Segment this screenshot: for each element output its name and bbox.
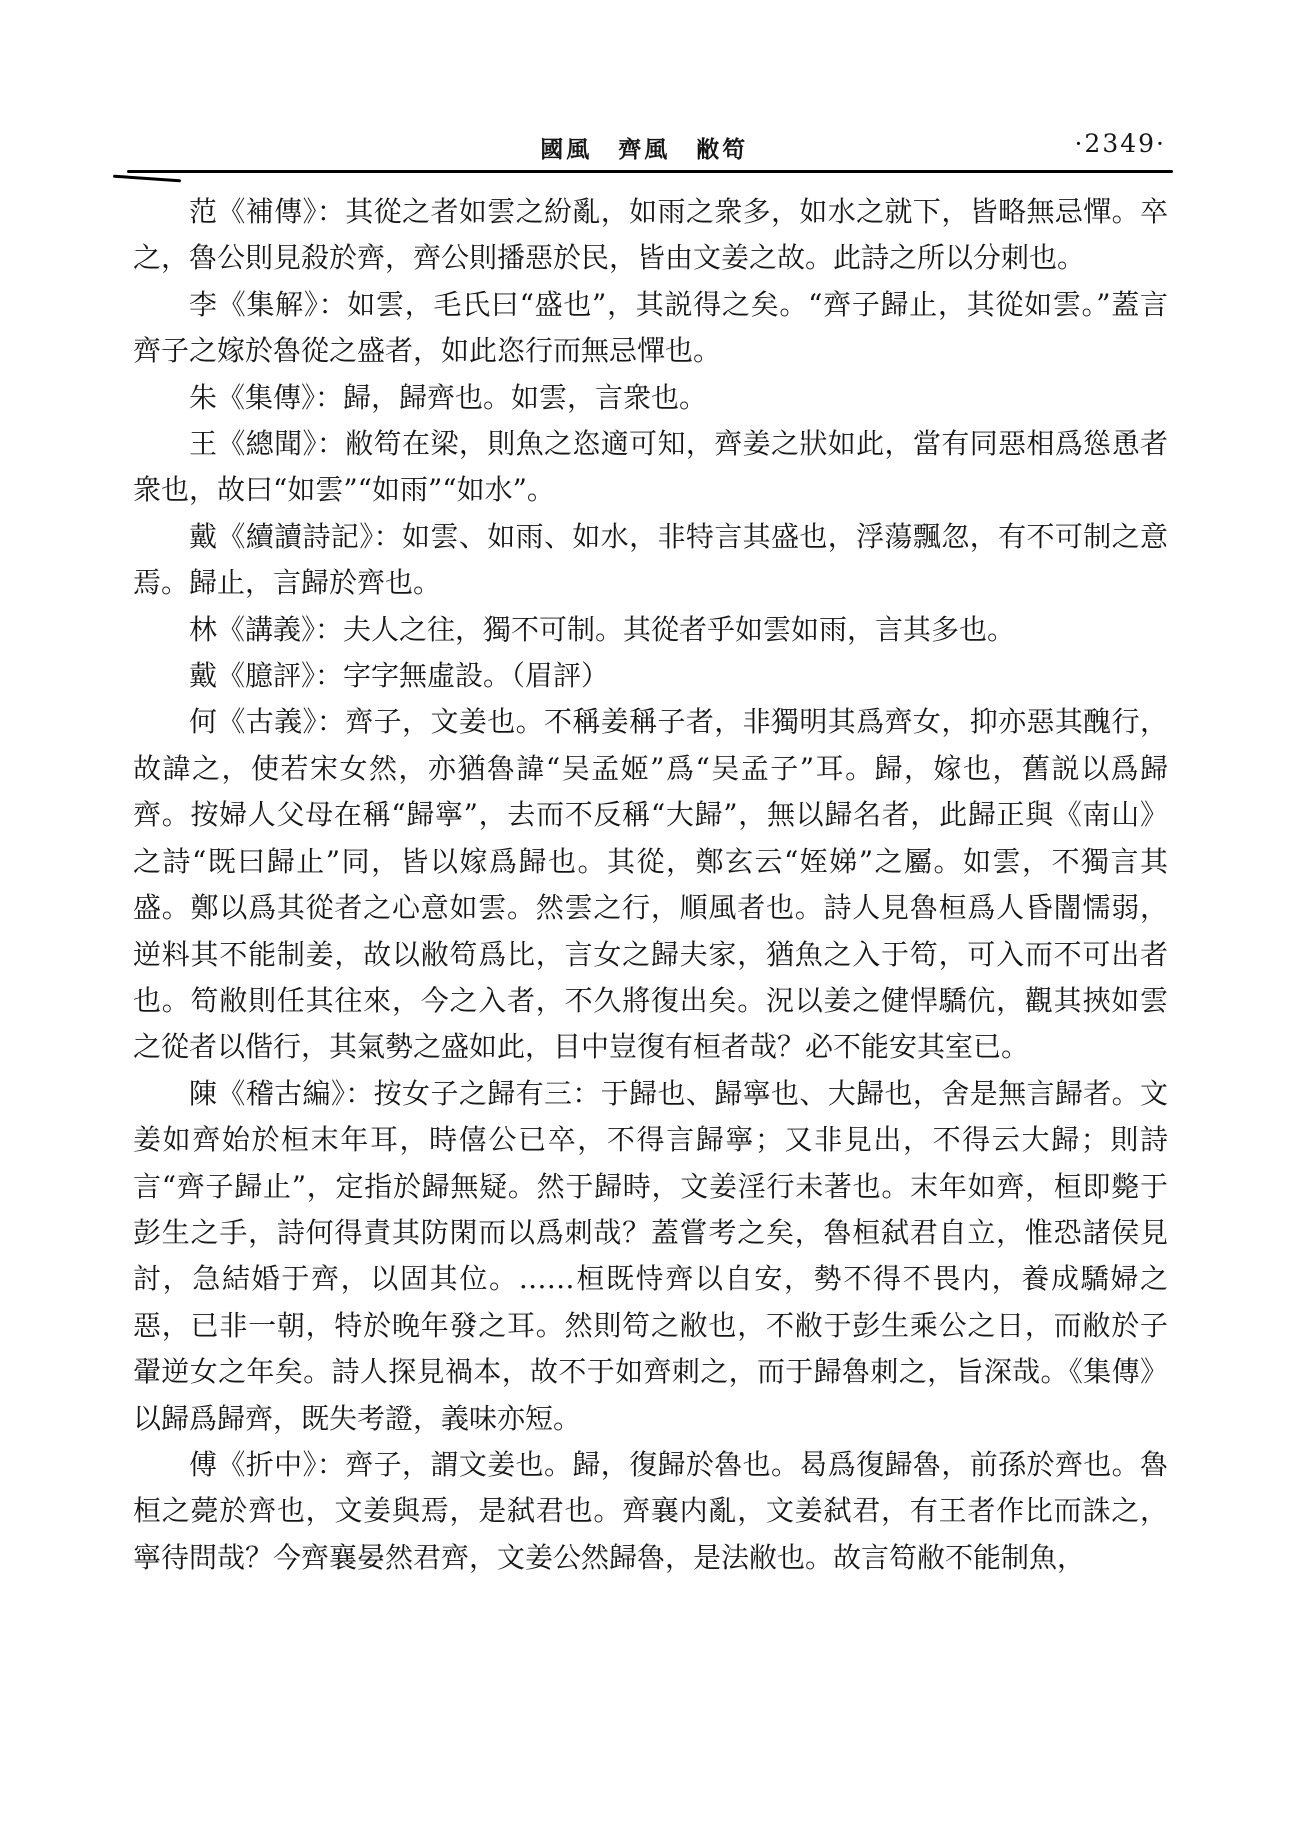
paragraph: 范《補傳》：其從之者如雲之紛亂，如雨之衆多，如水之就下，皆略無忌憚。卒之，魯公則見殺於齊，齊公則播惡於民，皆由文姜之故。此詩之所以分刺也。 <box>133 195 1168 275</box>
page-header <box>133 129 1168 165</box>
paragraph: 林《講義》：夫人之往，獨不可制。其從者乎如雲如雨，言其多也。 <box>189 612 1016 646</box>
header-divider <box>127 170 1173 173</box>
paragraph: 陳《稽古編》：按女子之歸有三：于歸也、歸寧也、大歸也，舍是無言歸者。文姜如齊始於桓末年耳，時僖公已卒，不得言歸寧；又非見出，不得云大歸；則詩言“齊子歸止”，定指於歸無疑。然于歸時，文姜淫行未著也。末年如齊，桓即斃于彭生之手，詩何得責其防閑而以爲刺哉？蓋嘗考之矣，魯桓弑君自立，惟恐諸侯見討，急結婚于齊，以固其位。……桓既恃齊以自安，勢不得不畏内，養成驕婦之惡，已非一朝，特於晚年發之耳。然則笱之敝也，不敝于彭生乘公之日，而敝於子翬逆女之年矣。詩人探見禍本，故不于如齊刺之，而于歸魯刺之，旨深哉。《集傳》以歸爲歸齊，既失考證，義味亦短。 <box>133 1076 1168 1435</box>
text-body <box>133 189 1168 1581</box>
paragraph: 朱《集傳》：歸，歸齊也。如雲，言衆也。 <box>189 380 708 414</box>
paragraph: 何《古義》：齊子，文姜也。不稱姜稱子者，非獨明其爲齊女，抑亦惡其醜行，故諱之，使若宋女然，亦猶魯諱“吴孟姬”爲“吴孟子”耳。歸，嫁也，舊説以爲歸齊。按婦人父母在稱“歸寧”，去而不反稱“大歸”，無以歸名者，此歸正與《南山》之詩“既曰歸止”同，皆以嫁爲歸也。其從，鄭玄云“姪娣”之屬。如雲，不獨言其盛。鄭以爲其從者之心意如雲。然雲之行，順風者也。詩人見魯桓爲人昏闇懦弱，逆料其不能制姜，故以敝笱爲比，言女之歸夫家，猶魚之入于笱，可入而不可出者也。笱敝則任其往來，今之入者，不久將復出矣。況以姜之健悍驕伉，觀其挾如雲之從者以偕行，其氣勢之盛如此，目中豈復有桓者哉？必不能安其室已。 <box>133 705 1168 1064</box>
paragraph: 戴《續讀詩記》：如雲、如雨、如水，非特言其盛也，浮蕩飄忽，有不可制之意焉。歸止，言歸於齊也。 <box>133 519 1168 600</box>
running-title: 國風 齊風 敝笱 <box>540 136 749 163</box>
paragraph: 王《總聞》：敝笱在梁，則魚之恣適可知，齊姜之狀如此，當有同惡相爲慫恿者衆也，故曰“如雲”“如雨”“如水”。 <box>133 427 1168 507</box>
paragraph: 戴《臆評》：字字無虛設。（眉評） <box>189 659 610 693</box>
paragraph: 傅《折中》：齊子，謂文姜也。歸，復歸於魯也。曷爲復歸魯，前孫於齊也。魯桓之薨於齊也，文姜與焉，是弑君也。齊襄内亂，文姜弑君，有王者作比而誅之，寧待問哉？今齊襄晏然君齊，文姜公然歸魯，是法敝也。故言笱敝不能制魚， <box>133 1447 1168 1574</box>
paragraph: 李《集解》：如雲，毛氏曰“盛也”，其説得之矣。“齊子歸止，其從如雲。”蓋言齊子之嫁於魯從之盛者，如此恣行而無忌憚也。 <box>133 287 1168 368</box>
page-number: ·2349· <box>1074 129 1166 158</box>
